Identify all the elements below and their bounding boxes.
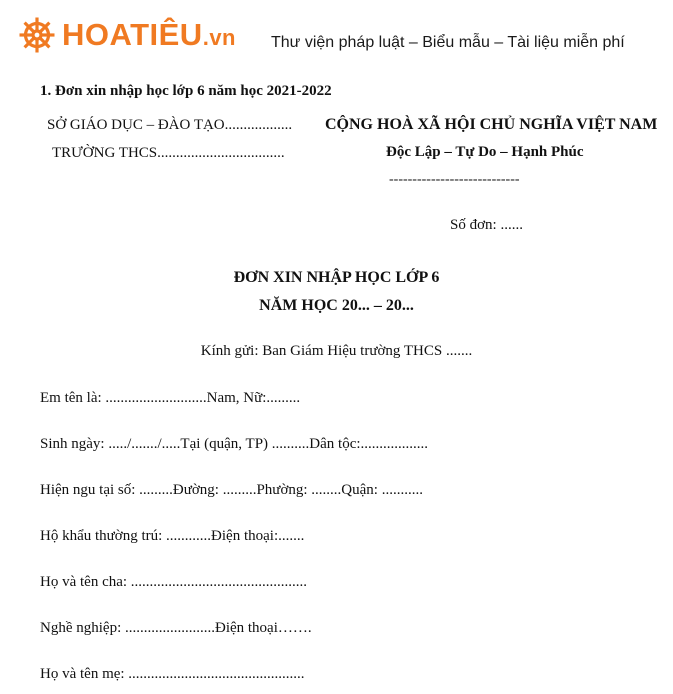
national-motto: Độc Lập – Tự Do – Hạnh Phúc [386,144,584,160]
school-year-title: NĂM HỌC 20... – 20... [259,297,414,314]
field-permanent-residence: Hộ khẩu thường trú: ............Điện thoại:....... [40,528,305,544]
field-student-name: Em tên là: ...........................Nam, Nữ:......... [40,390,301,406]
form-number: Số đơn: ...... [450,217,523,233]
salutation: Kính gửi: Ban Giám Hiệu trường THCS ....... [200,343,473,359]
field-birth-date: Sinh ngày: ...../......./.....Tại (quận, TP) ..........Dân tộc:.................. [40,436,429,452]
logo-domain-suffix: .vn [202,25,236,50]
republic-title: CỘNG HOÀ XÃ HỘI CHỦ NGHĨA VIỆT NAM [325,116,658,133]
field-father-name: Họ và tên cha: ............................................... [40,574,308,590]
department-line: SỞ GIÁO DỤC – ĐÀO TẠO.................. [47,117,293,133]
logo[interactable] [18,15,236,55]
logo-wordmark: HOATIÊU.vn [62,17,236,52]
site-tagline: Thư viện pháp luật – Biểu mẫu – Tài liệu miễn phí [271,34,625,51]
form-title: ĐƠN XIN NHẬP HỌC LỚP 6 [233,269,440,286]
section-heading: 1. Đơn xin nhập học lớp 6 năm học 2021-2022 [40,83,332,99]
motto-divider: ---------------------------- [389,172,520,187]
ship-wheel-icon [18,16,56,54]
field-occupation: Nghề nghiệp: ........................Điện thoại……. [40,620,312,636]
field-current-address: Hiện ngu tại số: .........Đường: .........Phường: ........Quận: ........... [40,482,423,498]
school-line: TRƯỜNG THCS.................................. [52,145,285,161]
field-mother-name: Họ và tên mẹ: ............................................... [40,666,305,682]
